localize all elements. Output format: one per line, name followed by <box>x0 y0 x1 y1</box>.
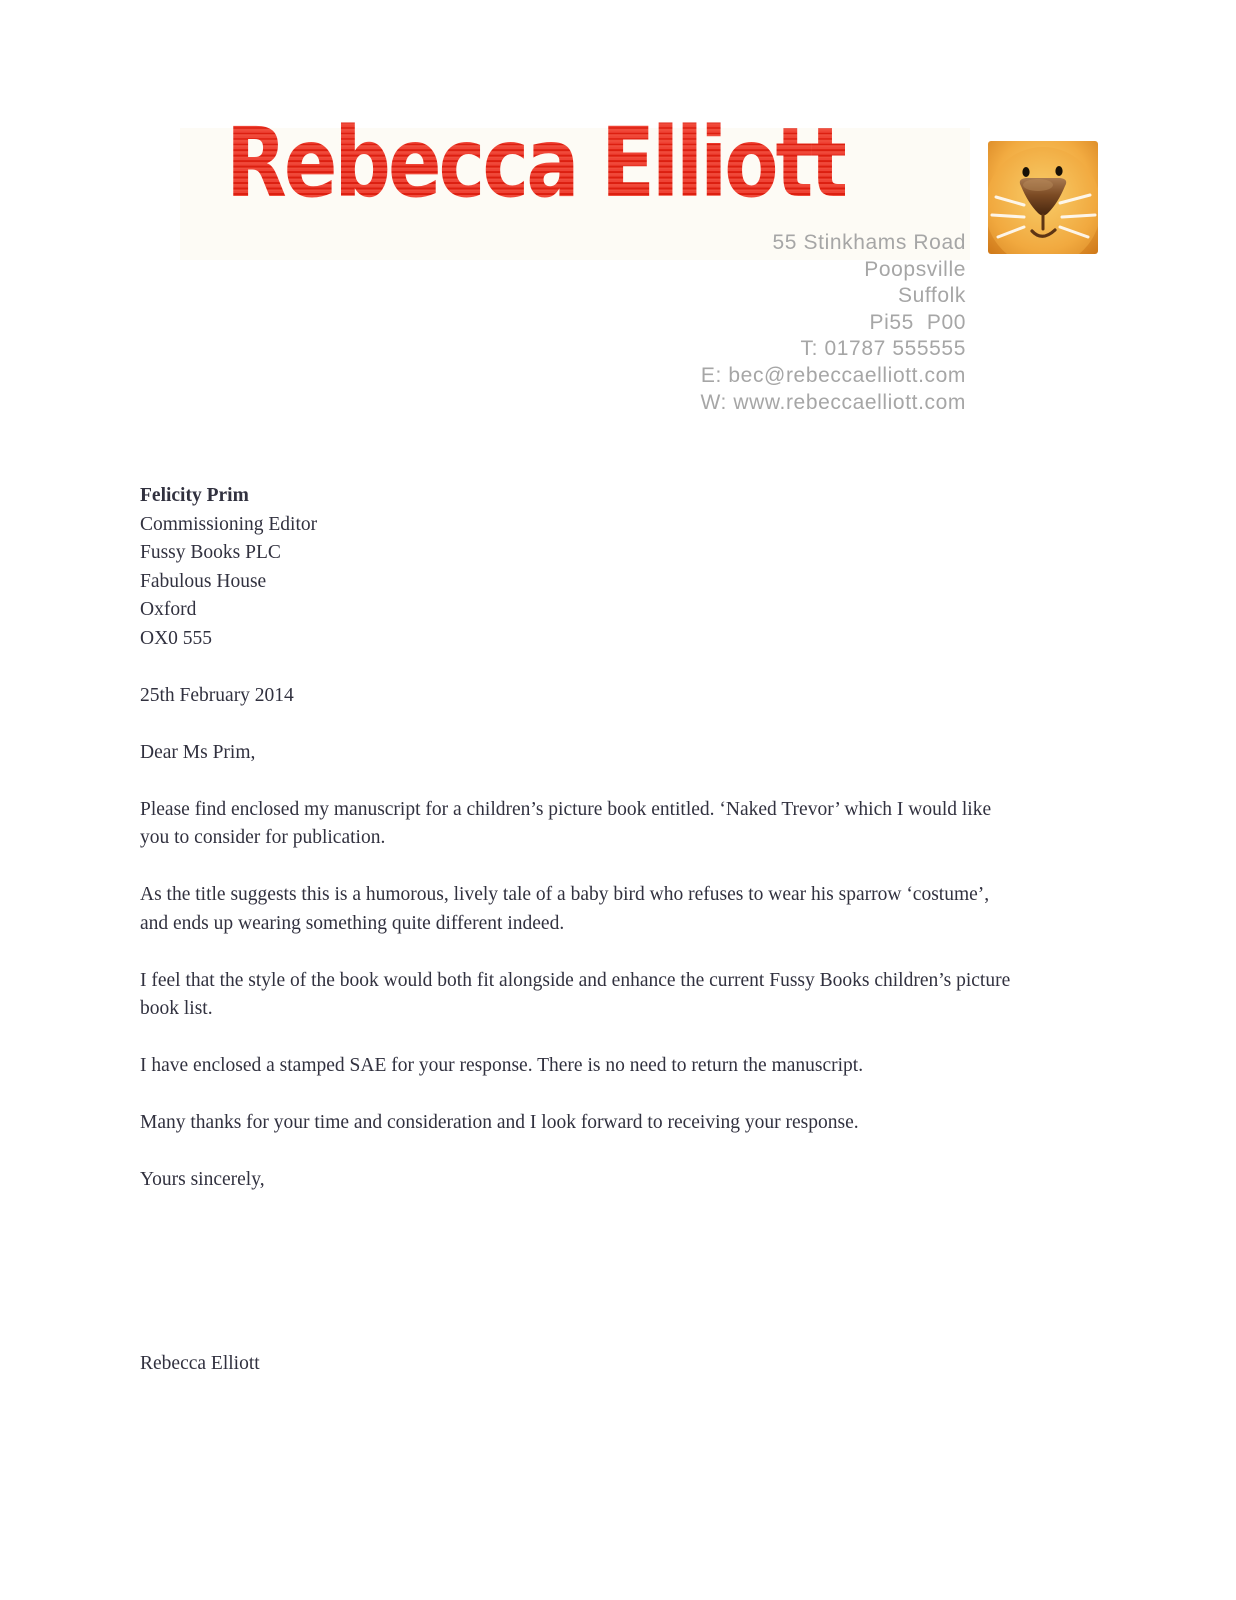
recipient-name: Felicity Prim <box>140 485 249 506</box>
recipient-company: Fussy Books PLC <box>140 542 281 563</box>
recipient-city: Oxford <box>140 599 197 620</box>
letter-body <box>140 482 1020 1378</box>
salutation: Dear Ms Prim, <box>140 741 256 763</box>
signature-name: Rebecca Elliott <box>140 1352 260 1374</box>
contact-address-block <box>700 230 966 416</box>
paragraph-3: I feel that the style of the book would both fit alongside and enhance the current Fussy Books children’s picture book list. <box>140 969 1011 1019</box>
address-line-town: Poopsville <box>864 257 966 281</box>
phone-line: T: 01787 555555 <box>800 337 966 361</box>
recipient-building: Fabulous House <box>140 570 267 592</box>
recipient-postcode: OX0 555 <box>140 627 213 649</box>
address-line-street: 55 Stinkhams Road <box>772 231 966 254</box>
paragraph-1: Please find enclosed my manuscript for a children’s picture book entitled. ‘Naked Trevor’ which I would like you to consider for publication. <box>140 798 992 848</box>
letter-date: 25th February 2014 <box>140 684 294 706</box>
email-line: E: bec@rebeccaelliott.com <box>700 363 966 387</box>
address-line-county: Suffolk <box>897 284 966 308</box>
recipient-block <box>140 482 1020 653</box>
recipient-title: Commissioning Editor <box>140 513 318 535</box>
closing: Yours sincerely, <box>140 1169 265 1190</box>
address-line-postcode: Pi55 P00 <box>869 310 966 334</box>
paragraph-5: Many thanks for your time and consideration and I look forward to receiving your response. <box>140 1112 859 1133</box>
paragraph-4: I have enclosed a stamped SAE for your response. There is no need to return the manuscript. <box>140 1055 864 1076</box>
paragraph-2: As the title suggests this is a humorous, lively tale of a baby bird who refuses to wear his sparrow ‘costume’, and ends up wearing something quite different indeed. <box>140 884 990 934</box>
website-line: W: www.rebeccaelliott.com <box>700 390 966 414</box>
logo-text: Rebecca Elliott <box>226 107 846 220</box>
cat-face-icon <box>988 141 1098 254</box>
